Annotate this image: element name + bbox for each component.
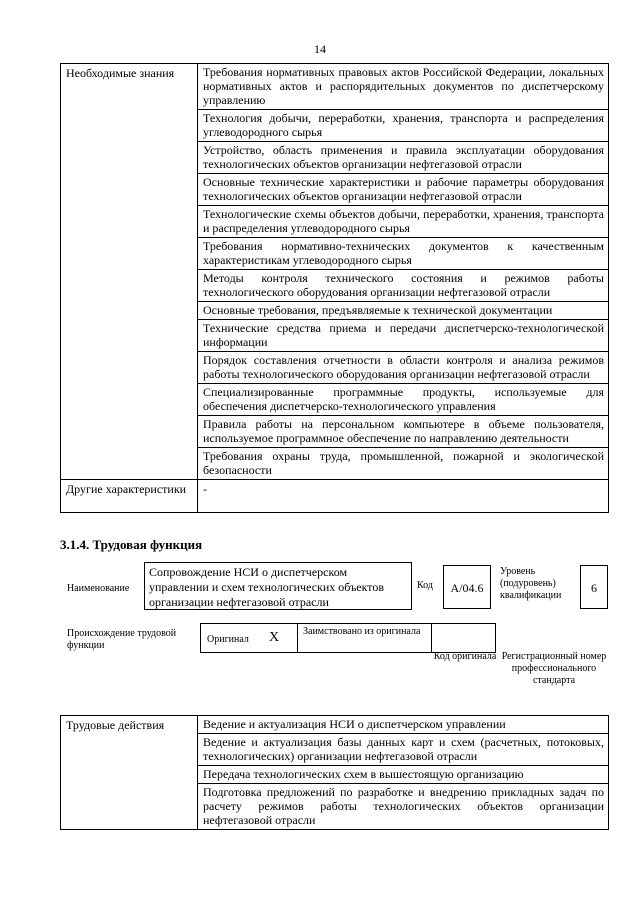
other-row	[61, 480, 609, 513]
original-label: Оригинал	[207, 634, 249, 645]
list-item: Технология добычи, переработки, хранения, транспорта и распределения углеводородного сырья	[198, 110, 608, 142]
list-item: Основные технические характеристики и рабочие параметры оборудования технологических объектов организации нефтегазовой отрасли	[198, 174, 608, 206]
actions-label: Трудовые действия	[61, 716, 198, 830]
page-number: 14	[314, 42, 326, 56]
origin-box	[200, 623, 496, 653]
list-item: Подготовка предложений по разработке и внедрению прикладных задач по расчету режимов работы технологических объектов организации нефтегазовой отрасли	[203, 785, 604, 827]
code-label: Код	[417, 580, 433, 591]
knowledge-label: Необходимые знания	[61, 64, 198, 480]
list-item: Требования охраны труда, промышленной, пожарной и экологической безопасности	[203, 449, 604, 477]
knowledge-row	[61, 64, 609, 480]
list-item: Требования нормативных правовых актов Российской Федерации, локальных нормативных актов и распорядительных документов по диспетчерскому управлению	[198, 64, 608, 110]
name-box	[144, 562, 412, 610]
code-value: А/04.6	[443, 565, 491, 609]
origin-label: Происхождение трудовой функции	[67, 628, 177, 651]
list-item: Порядок составления отчетности в области контроля и анализа режимов работы технологического оборудования организации нефтегазовой отрасли	[198, 352, 608, 384]
list-item: Передача технологических схем в вышестоящую организацию	[198, 766, 608, 784]
borrowed-label: Заимствовано из оригинала	[303, 626, 421, 637]
origin-divider	[297, 623, 298, 653]
list-item: Методы контроля технического состояния и режимов работы технологического оборудования организации нефтегазовой отрасли	[198, 270, 608, 302]
level-label: Уровень (подуровень) квалификации	[500, 566, 562, 601]
list-item: Основные требования, предъявляемые к технической документации	[198, 302, 608, 320]
other-value: -	[198, 480, 609, 513]
actions-items	[198, 716, 609, 830]
list-item: Технологические схемы объектов добычи, переработки, хранения, транспорта и распределения углеводородного сырья	[198, 206, 608, 238]
origin-divider	[431, 623, 432, 653]
actions-row	[61, 716, 609, 830]
list-item: Ведение и актуализация НСИ о диспетчерском управлении	[198, 716, 608, 734]
list-item: Специализированные программные продукты, используемые для обеспечения диспетчерско-технологического управления	[198, 384, 608, 416]
list-item: Требования нормативно-технических документов к качественным характеристикам углеводородного сырья	[198, 238, 608, 270]
knowledge-items	[198, 64, 609, 480]
list-item: Устройство, область применения и правила эксплуатации оборудования технологических объектов организации нефтегазовой отрасли	[198, 142, 608, 174]
code-caption: Код оригинала	[433, 651, 497, 662]
actions-table	[60, 715, 609, 830]
name-label: Наименование	[67, 583, 130, 594]
section-heading: 3.1.4. Трудовая функция	[60, 537, 203, 552]
original-mark: X	[269, 630, 280, 645]
list-item: Правила работы на персональном компьютере в объеме пользователя, используемое программное обеспечение по направлению деятельности	[198, 416, 608, 448]
knowledge-table	[60, 63, 609, 513]
reg-caption: Регистрационный номер профессионального стандарта	[501, 651, 607, 686]
other-label: Другие характеристики	[61, 480, 198, 513]
list-item: Технические средства приема и передачи диспетчерско-технологической информации	[198, 320, 608, 352]
function-name: Сопровождение НСИ о диспетчерском управлении и схем технологических объектов организации нефтегазовой отрасли	[149, 565, 385, 609]
list-item: Ведение и актуализация базы данных карт и схем (расчетных, потоковых, технологических) организации нефтегазовой отрасли	[198, 734, 608, 766]
level-value: 6	[580, 565, 608, 609]
